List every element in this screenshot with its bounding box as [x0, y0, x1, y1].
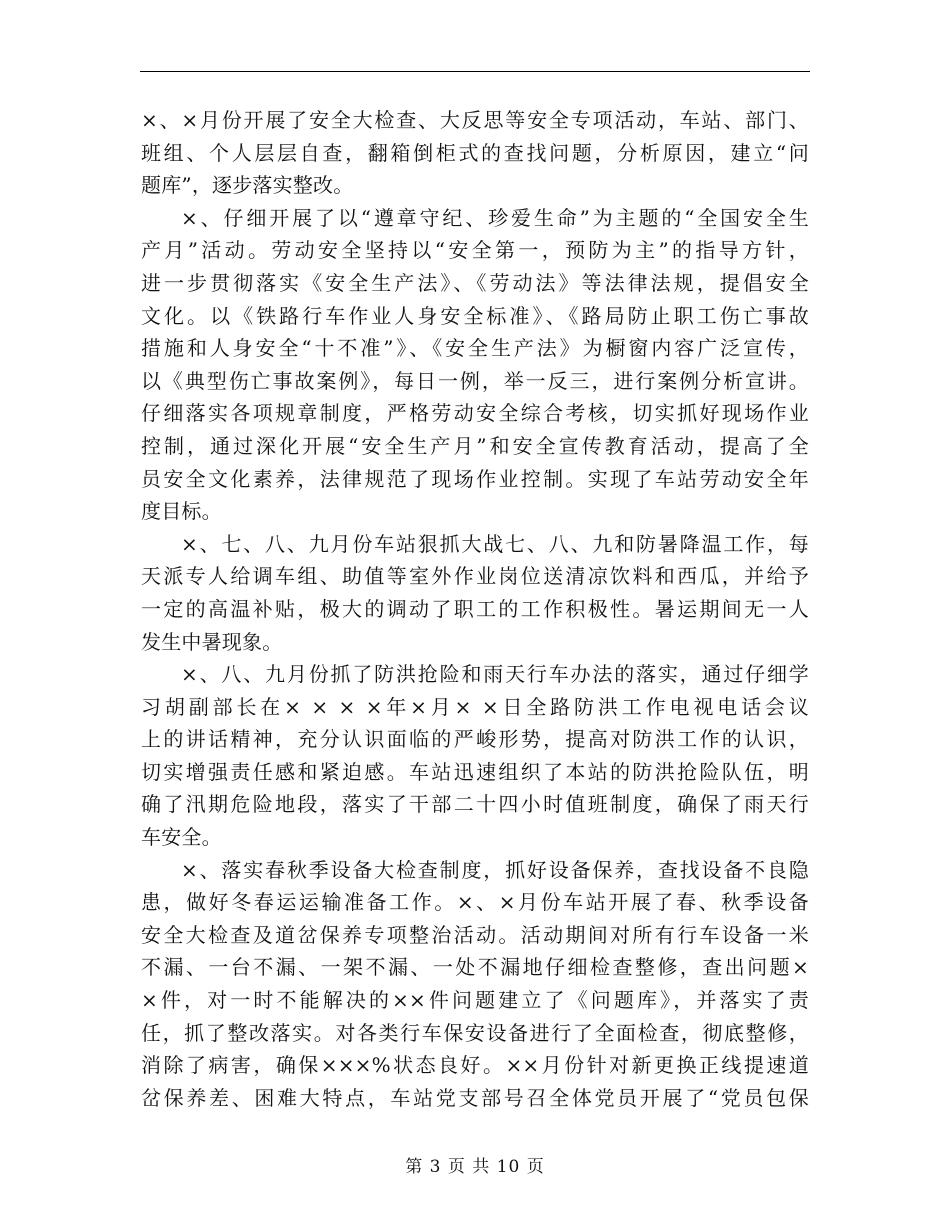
text-line: 一定的高温补贴，极大的调动了职工的工作积极性。暑运期间无一人 — [141, 596, 809, 621]
text-line: 安全大检查及道岔保养专项整治活动。活动期间对所有行车设备一米 — [141, 922, 809, 947]
text-line: 度目标。 — [141, 499, 222, 524]
text-line: 仔细落实各项规章制度，严格劳动安全综合考核，切实抓好现场作业 — [141, 401, 809, 426]
text-line: 文化。以《铁路行车作业人身安全标准》、《路局防止职工伤亡事故 — [141, 303, 809, 328]
text-line: 确了汛期危险地段，落实了干部二十四小时值班制度，确保了雨天行 — [141, 792, 809, 817]
text-line: 切实增强责任感和紧迫感。车站迅速组织了本站的防洪抢险队伍，明 — [141, 759, 809, 784]
header-divider — [140, 71, 810, 72]
text-line: ×、落实春秋季设备大检查制度，抓好设备保养，查找设备不良隐 — [181, 857, 809, 882]
text-line: ×、×月份开展了安全大检查、大反思等安全专项活动，车站、部门、 — [141, 108, 809, 132]
text-line: ×、七、八、九月份车站狠抓大战七、八、九和防暑降温工作，每 — [181, 531, 809, 556]
text-line: 控制，通过深化开展“安全生产月”和安全宣传教育活动，提高了全 — [141, 433, 809, 458]
document-body — [141, 104, 809, 1114]
text-line: ×件，对一时不能解决的××件问题建立了《问题库》，并落实了责 — [141, 988, 809, 1013]
text-line: 进一步贯彻落实《安全生产法》、《劳动法》等法律法规，提倡安全 — [141, 270, 809, 295]
text-line: 上的讲话精神，充分认识面临的严峻形势，提高对防洪工作的认识， — [141, 727, 809, 752]
text-line: 患，做好冬春运运输准备工作。×、×月份车站开展了春、秋季设备 — [141, 890, 809, 915]
text-line: 习胡副部长在× × × ×年×月× ×日全路防洪工作电视电话会议 — [141, 694, 809, 719]
text-line: 天派专人给调车组、助值等室外作业岗位送清凉饮料和西瓜，并给予 — [141, 564, 809, 589]
text-line: ×、八、九月份抓了防洪抢险和雨天行车办法的落实，通过仔细学 — [181, 662, 809, 687]
text-line: 发生中暑现象。 — [141, 629, 283, 654]
text-line: ×、仔细开展了以“遵章守纪、珍爱生命”为主题的“全国安全生 — [181, 205, 809, 230]
text-line: 车安全。 — [141, 825, 222, 850]
text-line: 员安全文化素养，法律规范了现场作业控制。实现了车站劳动安全年 — [141, 466, 809, 491]
text-line: 产月”活动。劳动安全坚持以“安全第一，预防为主”的指导方针， — [141, 238, 809, 263]
text-line: 不漏、一台不漏、一架不漏、一处不漏地仔细检查整修，查出问题× — [141, 955, 809, 980]
page-number-footer: 第 3 页 共 10 页 — [405, 1157, 545, 1177]
text-line: 岔保养差、困难大特点，车站党支部号召全体党员开展了“党员包保 — [141, 1085, 809, 1110]
text-line: 任，抓了整改落实。对各类行车保安设备进行了全面检查，彻底整修， — [141, 1020, 809, 1045]
text-line: 班组、个人层层自查，翻箱倒柜式的查找问题，分析原因，建立“问 — [141, 140, 809, 165]
text-line: 措施和人身安全“十不准”》、《安全生产法》为橱窗内容广泛宣传， — [141, 336, 809, 361]
text-line: 以《典型伤亡事故案例》，每日一例，举一反三，进行案例分析宣讲。 — [141, 368, 809, 393]
text-line: 消除了病害，确保×××%状态良好。××月份针对新更换正线提速道 — [141, 1053, 809, 1078]
text-line: 题库”，逐步落实整改。 — [141, 173, 354, 198]
